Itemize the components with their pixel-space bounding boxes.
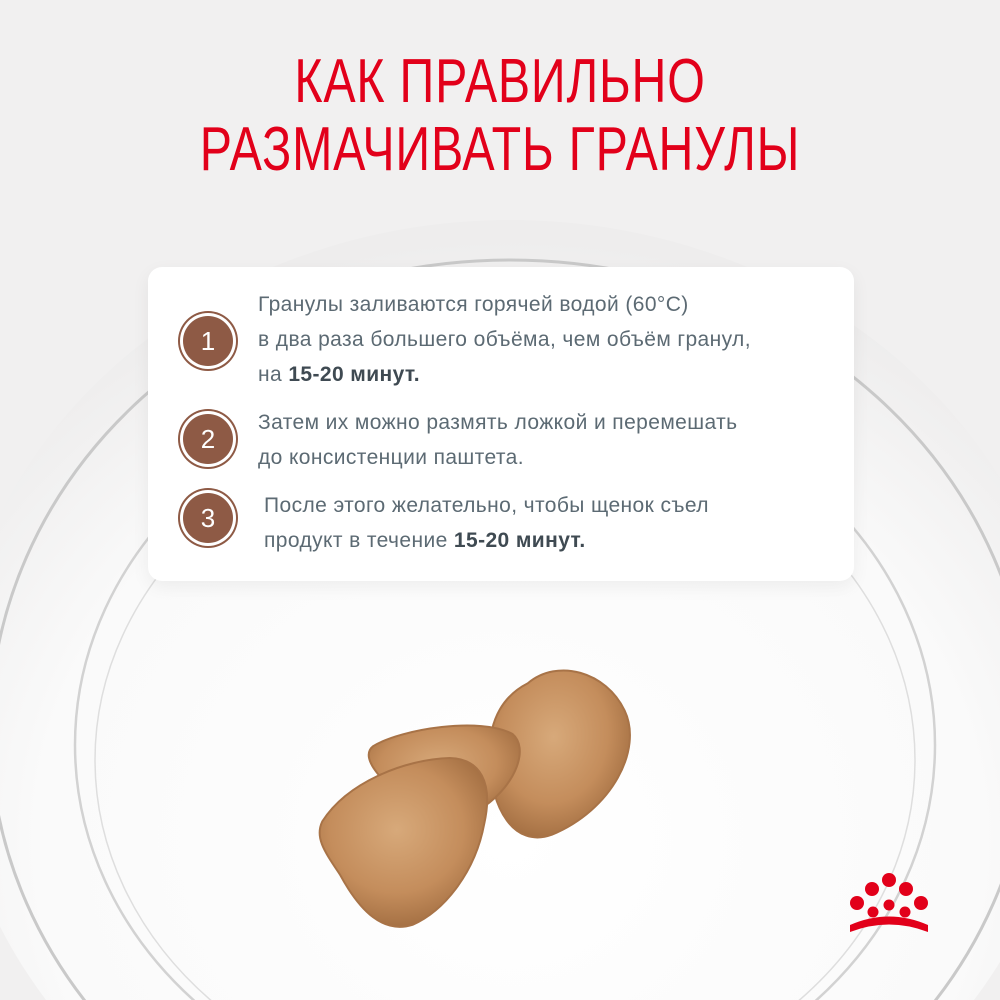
title-line-1: КАК ПРАВИЛЬНО bbox=[294, 47, 706, 116]
step-text: После этого желательно, чтобы щенок съел продукт в течение 15-20 минут. bbox=[264, 494, 709, 552]
step-number-badge: 2 bbox=[183, 414, 233, 464]
title-line-2: РАЗМАЧИВАТЬ ГРАНУЛЫ bbox=[199, 115, 801, 184]
instructions-card bbox=[148, 267, 854, 581]
step-text: Гранулы заливаются горячей водой (60°C) в два раза большего объёма, чем объём гранул, на 15-20 минут. bbox=[258, 293, 751, 386]
step-number-badge: 3 bbox=[183, 493, 233, 543]
step-text: Затем их можно размять ложкой и перемешать до консистенции паштета. bbox=[258, 411, 738, 469]
page-title bbox=[110, 48, 890, 184]
step-number-badge: 1 bbox=[183, 316, 233, 366]
